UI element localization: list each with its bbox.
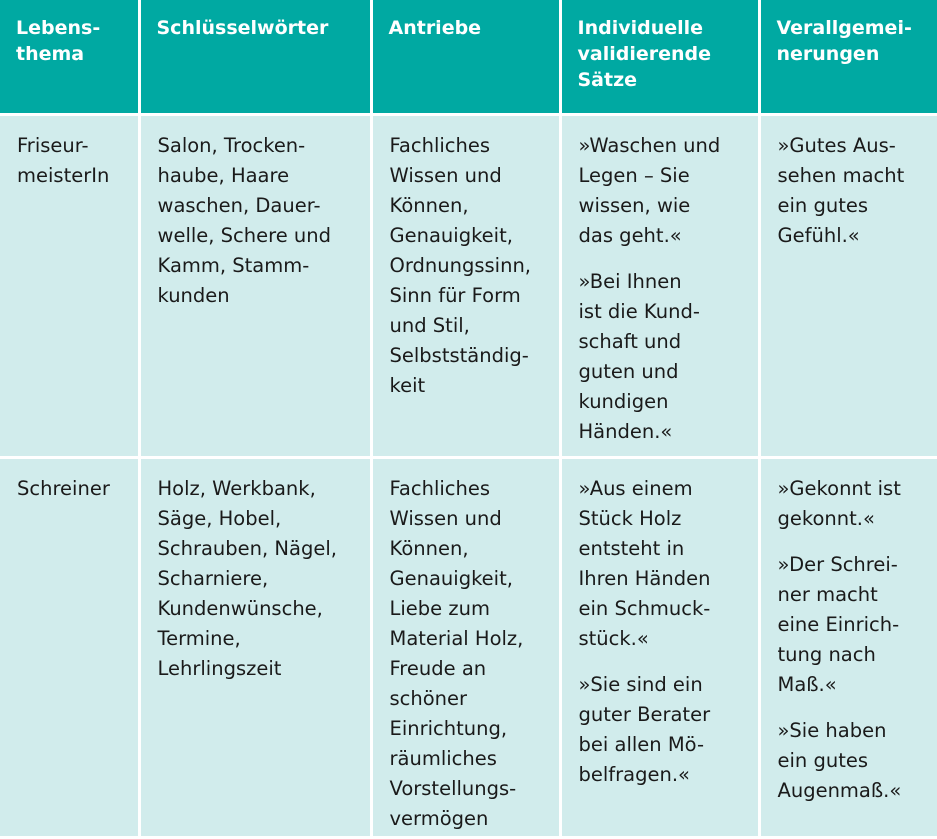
cell-line: waschen, Dauer- <box>157 193 321 217</box>
header-line: Antriebe <box>388 17 482 39</box>
cell-line: eine Einrich- <box>777 612 900 636</box>
cell-line: Material Holz, <box>389 626 524 650</box>
cell-line: entsteht in <box>578 536 685 560</box>
header-line: validierende <box>577 43 712 65</box>
quote-paragraph <box>778 131 930 251</box>
cell-line: tung nach <box>777 642 876 666</box>
header-lebensthema <box>0 0 139 114</box>
cell-line: und Stil, <box>389 313 470 337</box>
cell-line: schöner <box>389 686 468 710</box>
cell-line: Selbstständig- <box>389 343 529 367</box>
header-verallgemeinerungen <box>759 0 937 114</box>
cell-line: ist die Kund- <box>578 299 700 323</box>
cell-line: ein gutes <box>777 748 869 772</box>
table-row <box>0 114 937 457</box>
cell-line: Lehrlingszeit <box>157 656 282 680</box>
cell-verallgemeinerungen <box>759 114 937 457</box>
quote-paragraph <box>579 131 750 251</box>
cell-line: Vorstellungs- <box>389 776 517 800</box>
cell-line: Freude an <box>389 656 487 680</box>
cell-line: »Bei Ihnen <box>578 269 682 293</box>
cell-line: Maß.« <box>777 672 837 696</box>
cell-line: Stück Holz <box>578 506 682 530</box>
cell-line: »Gutes Aus- <box>777 133 896 157</box>
cell-line: belfragen.« <box>578 762 690 786</box>
quote-paragraph <box>579 670 750 790</box>
cell-line: ein Schmuck- <box>578 596 711 620</box>
header-line: thema <box>16 43 85 65</box>
cell-line: das geht.« <box>578 223 682 247</box>
cell-saetze <box>560 114 759 457</box>
quote-paragraph <box>778 716 930 806</box>
cell-line: Legen – Sie <box>578 163 690 187</box>
cell-line: Kundenwünsche, <box>157 596 323 620</box>
cell-line: Fachliches <box>389 476 491 500</box>
cell-line: Gefühl.« <box>777 223 860 247</box>
cell-line: Termine, <box>157 626 241 650</box>
table-row <box>0 457 937 837</box>
cell-line: welle, Schere und <box>157 223 332 247</box>
header-line: Schlüsselwörter <box>156 17 329 39</box>
cell-line: schaft und <box>578 329 682 353</box>
cell-line: ein gutes <box>777 193 869 217</box>
cell-line: Wissen und <box>389 506 502 530</box>
cell-line: Schreiner <box>17 476 110 500</box>
cell-line: keit <box>389 373 426 397</box>
cell-line: Fachliches <box>389 133 491 157</box>
cell-line: Sinn für Form <box>389 283 521 307</box>
cell-line: Friseur- <box>17 133 89 157</box>
cell-lebensthema <box>0 457 139 837</box>
cell-line: Genauigkeit, <box>389 566 513 590</box>
cell-line: Können, <box>389 193 469 217</box>
cell-antriebe <box>371 114 560 457</box>
header-line: Individuelle <box>577 17 704 39</box>
cell-line: Liebe zum <box>389 596 490 620</box>
cell-line: Salon, Trocken- <box>157 133 306 157</box>
cell-line: Ordnungssinn, <box>389 253 532 277</box>
cell-line: Einrichtung, <box>389 716 508 740</box>
cell-line: stück.« <box>578 626 649 650</box>
cell-line: Augenmaß.« <box>777 778 902 802</box>
cell-line: meisterIn <box>17 163 110 187</box>
cell-line: Wissen und <box>389 163 502 187</box>
cell-lebensthema <box>0 114 139 457</box>
cell-schluesselwoerter <box>139 457 371 837</box>
cell-line: Scharniere, <box>157 566 269 590</box>
cell-line: Genauigkeit, <box>389 223 513 247</box>
cell-line: sehen macht <box>777 163 905 187</box>
header-row <box>0 0 937 114</box>
cell-line: »Der Schrei- <box>777 552 898 576</box>
cell-antriebe <box>371 457 560 837</box>
cell-line: Kamm, Stamm- <box>157 253 310 277</box>
header-saetze <box>560 0 759 114</box>
cell-line: Händen.« <box>578 419 673 443</box>
cell-line: »Aus einem <box>578 476 693 500</box>
header-line: Sätze <box>577 69 638 91</box>
cell-line: »Waschen und <box>578 133 721 157</box>
quote-paragraph <box>778 474 930 534</box>
cell-line: »Sie haben <box>777 718 887 742</box>
cell-line: »Sie sind ein <box>578 672 703 696</box>
cell-line: kunden <box>157 283 230 307</box>
cell-line: Ihren Händen <box>578 566 711 590</box>
cell-line: Schrauben, Nägel, <box>157 536 337 560</box>
cell-line: Säge, Hobel, <box>157 506 282 530</box>
cell-line: haube, Haare <box>157 163 290 187</box>
quote-paragraph <box>778 550 930 700</box>
cell-line: räumliches <box>389 746 497 770</box>
cell-line: ner macht <box>777 582 878 606</box>
header-line: nerungen <box>776 43 880 65</box>
cell-line: gekonnt.« <box>777 506 875 530</box>
quote-paragraph <box>579 267 750 447</box>
cell-line: Können, <box>389 536 469 560</box>
cell-verallgemeinerungen <box>759 457 937 837</box>
cell-line: guten und <box>578 359 679 383</box>
cell-line: »Gekonnt ist <box>777 476 901 500</box>
cell-saetze <box>560 457 759 837</box>
cell-schluesselwoerter <box>139 114 371 457</box>
header-line: Lebens- <box>16 17 101 39</box>
cell-line: wissen, wie <box>578 193 691 217</box>
cell-line: guter Berater <box>578 702 711 726</box>
cell-line: bei allen Mö- <box>578 732 704 756</box>
header-schluesselwoerter <box>139 0 371 114</box>
header-antriebe <box>371 0 560 114</box>
quote-paragraph <box>579 474 750 654</box>
cell-line: kundigen <box>578 389 669 413</box>
cell-line: Holz, Werkbank, <box>157 476 316 500</box>
cell-line: vermögen <box>389 806 489 830</box>
header-line: Verallgemei- <box>776 17 912 39</box>
